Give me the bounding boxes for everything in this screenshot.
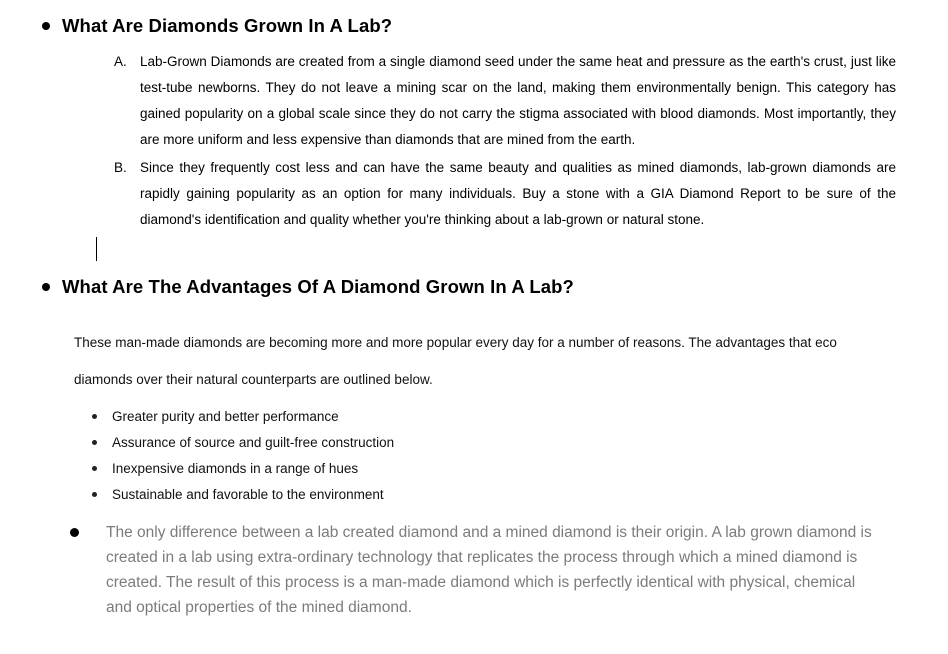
list-item <box>30 49 918 153</box>
intro-paragraph-line-1: These man-made diamonds are becoming more and more popular every day for a number of reasons. The advantages that eco <box>74 334 837 350</box>
list-item-marker: B. <box>114 159 127 175</box>
bullet-icon <box>92 414 97 419</box>
bullet-icon <box>92 466 97 471</box>
bullet-icon <box>92 492 97 497</box>
list-item <box>30 456 918 482</box>
list-item-text: Lab-Grown Diamonds are created from a single diamond seed under the same heat and pressure as the earth's crust, just like test-tube newborns. They do not leave a mining scar on the land, making them environmentally benign. This category has gained popularity on a global scale since they do not carry the stigma associated with blood diamonds. Most importantly, they are more uniform and less expensive than diamonds that are mined from the earth. <box>140 53 896 147</box>
list-item-text: Sustainable and favorable to the environment <box>112 486 384 502</box>
bullet-icon <box>42 22 50 30</box>
advantages-list <box>30 404 918 508</box>
bullet-icon <box>92 440 97 445</box>
closing-paragraph <box>30 520 918 620</box>
closing-paragraph-text: The only difference between a lab created diamond and a mined diamond is their origin. A lab grown diamond is created in a lab using extra-ordinary technology that replicates the process through which a mined diamond is created. The result of this process is a man-made diamond which is perfectly identical with physical, chemical and optical properties of the mined diamond. <box>106 523 872 616</box>
intro-paragraph-line-2: diamonds over their natural counterparts are outlined below. <box>74 371 433 387</box>
section-heading-1-text: What Are Diamonds Grown In A Lab? <box>62 15 393 36</box>
list-item <box>30 155 918 233</box>
lettered-list <box>30 49 918 233</box>
list-item <box>30 430 918 456</box>
list-item <box>30 404 918 430</box>
section-heading-1 <box>30 14 918 39</box>
list-item <box>30 482 918 508</box>
list-item-text: Since they frequently cost less and can have the same beauty and qualities as mined diamonds, lab-grown diamonds are rapidly gaining popularity as an option for many individuals. Buy a stone with a GIA Diamond Report to be sure of the diamond's identification and quality whether you're thinking about a lab-grown or natural stone. <box>140 159 896 227</box>
section-heading-2 <box>30 275 918 300</box>
list-item-text: Greater purity and better performance <box>112 408 339 424</box>
text-caret <box>96 237 97 261</box>
list-item-text: Assurance of source and guilt-free construction <box>112 434 395 450</box>
text-cursor-line[interactable] <box>30 235 918 265</box>
intro-paragraph <box>30 324 918 398</box>
section-heading-2-text: What Are The Advantages Of A Diamond Grown In A Lab? <box>62 275 574 297</box>
section-2 <box>30 275 918 620</box>
list-item-marker: A. <box>114 53 127 69</box>
bullet-icon <box>70 528 79 537</box>
bullet-icon <box>42 283 50 291</box>
list-item-text: Inexpensive diamonds in a range of hues <box>112 460 359 476</box>
